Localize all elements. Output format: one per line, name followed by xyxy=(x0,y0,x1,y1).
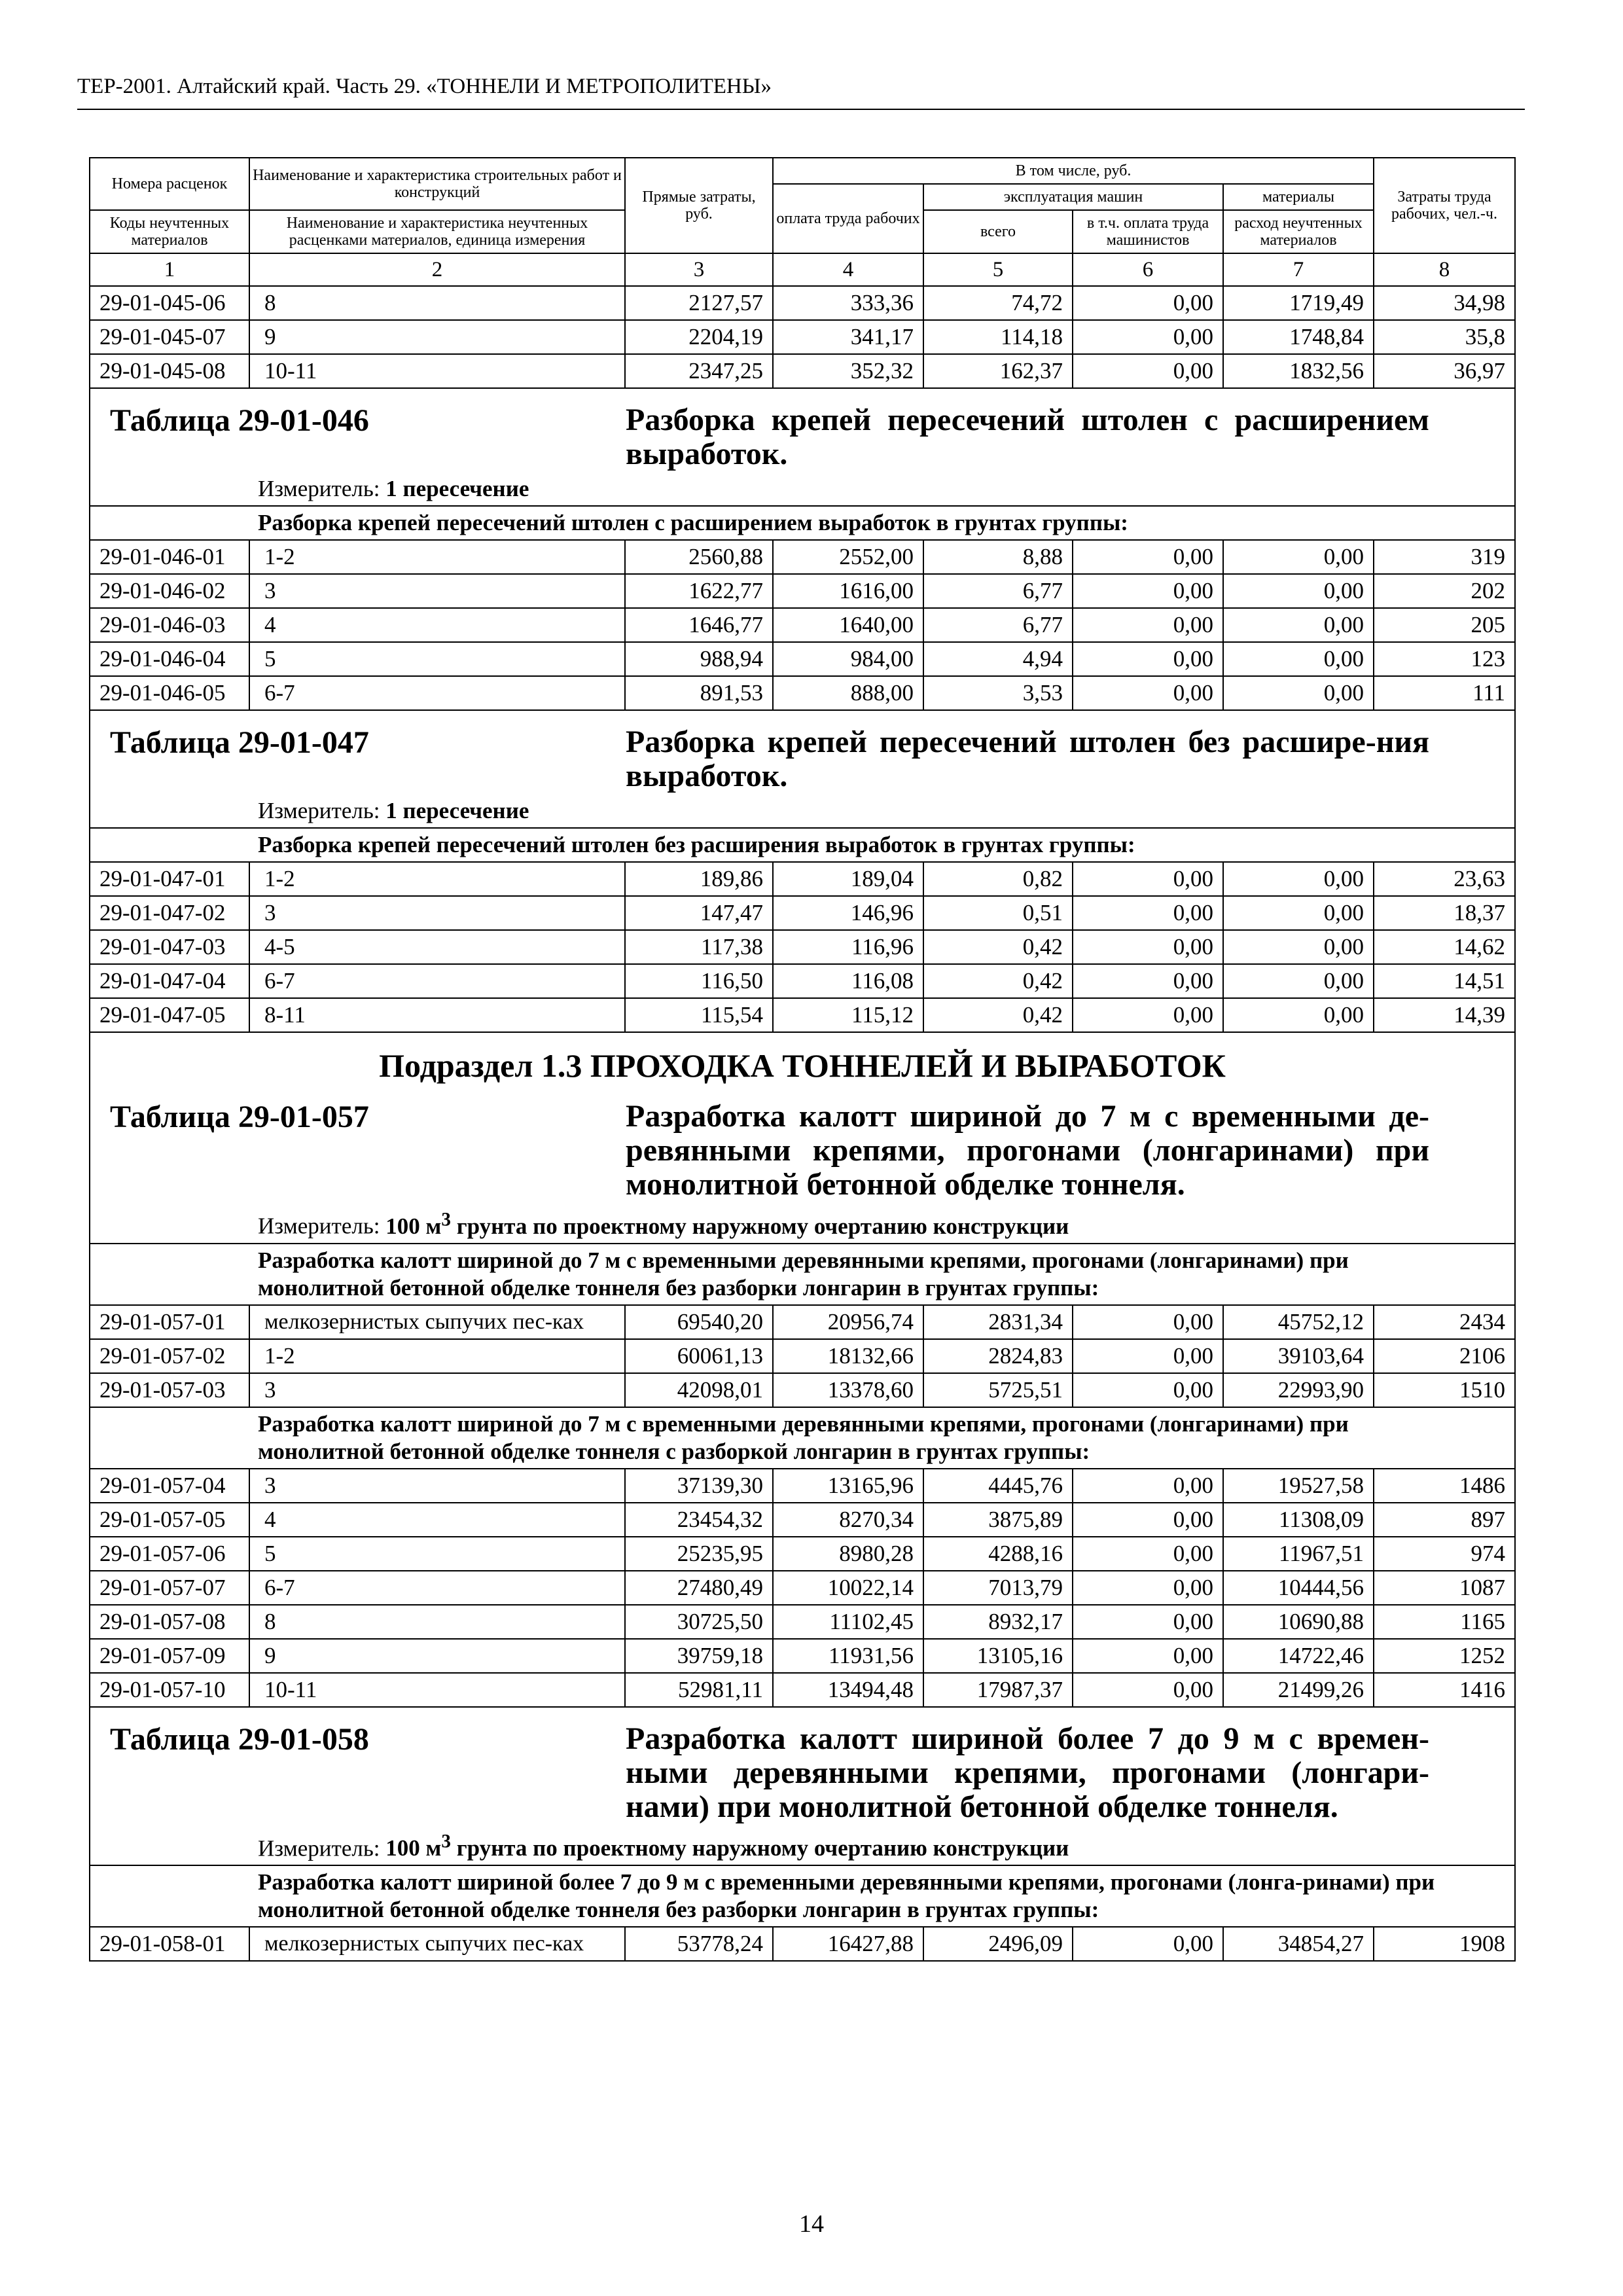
machinist-pay-cell: 0,00 xyxy=(1073,1571,1223,1605)
table-row xyxy=(90,1673,1515,1707)
table-row xyxy=(90,286,1515,320)
measure-unit-value: 1 пересечение xyxy=(385,798,529,823)
table-block xyxy=(90,1032,1515,1244)
rate-code-cell: 29-01-047-05 xyxy=(90,998,249,1032)
labor-hours-cell: 1486 xyxy=(1374,1469,1515,1503)
labor-hours-cell: 897 xyxy=(1374,1503,1515,1537)
direct-cost-cell: 891,53 xyxy=(625,676,773,710)
group-row xyxy=(90,1407,1515,1469)
labor-pay-cell: 115,12 xyxy=(773,998,923,1032)
work-name-cell: 4 xyxy=(249,608,625,642)
work-name-cell: 1-2 xyxy=(249,540,625,574)
machinist-pay-cell: 0,00 xyxy=(1073,286,1223,320)
table-row xyxy=(90,930,1515,964)
machine-total-cell: 8932,17 xyxy=(923,1605,1073,1639)
direct-cost-cell: 189,86 xyxy=(625,862,773,896)
materials-use-cell: 45752,12 xyxy=(1223,1305,1374,1339)
rate-code-cell: 29-01-057-09 xyxy=(90,1639,249,1673)
measure-unit xyxy=(258,793,1514,827)
table-row xyxy=(90,1639,1515,1673)
group-row xyxy=(90,506,1515,540)
machine-total-cell: 7013,79 xyxy=(923,1571,1073,1605)
table-row xyxy=(90,1503,1515,1537)
rate-code-cell: 29-01-057-08 xyxy=(90,1605,249,1639)
table-block xyxy=(90,710,1515,828)
table-title: Разборка крепей пересечений штолен с расширением выработок. xyxy=(626,403,1429,471)
col-labor-pay-header: оплата труда рабочих xyxy=(773,184,923,253)
machinist-pay-cell: 0,00 xyxy=(1073,320,1223,354)
direct-cost-cell: 2560,88 xyxy=(625,540,773,574)
table-row xyxy=(90,1469,1515,1503)
table-block-row xyxy=(90,388,1515,506)
machine-total-cell: 0,82 xyxy=(923,862,1073,896)
work-name-cell: 3 xyxy=(249,574,625,608)
machine-total-cell: 4,94 xyxy=(923,642,1073,676)
direct-cost-cell: 37139,30 xyxy=(625,1469,773,1503)
table-row xyxy=(90,676,1515,710)
labor-hours-cell: 2434 xyxy=(1374,1305,1515,1339)
group-heading: Разработка калотт шириной до 7 м с временными деревянными крепями, прогонами (лонгаринами) при монолитной бетонной обделке тоннеля без разборки лонгарин в грунтах группы: xyxy=(90,1244,1515,1305)
group-heading: Разборка крепей пересечений штолен с расширением выработок в грунтах группы: xyxy=(90,506,1515,540)
col-materials-use-header: расход неучтенных материалов xyxy=(1223,210,1374,253)
materials-use-cell: 1748,84 xyxy=(1223,320,1374,354)
machine-total-cell: 0,42 xyxy=(923,998,1073,1032)
group-row xyxy=(90,1244,1515,1305)
col-including-header: В том числе, руб. xyxy=(773,158,1374,184)
col-num: 8 xyxy=(1374,253,1515,286)
table-row xyxy=(90,896,1515,930)
labor-hours-cell: 1087 xyxy=(1374,1571,1515,1605)
labor-hours-cell: 18,37 xyxy=(1374,896,1515,930)
rate-code-cell: 29-01-046-04 xyxy=(90,642,249,676)
table-block-row xyxy=(90,710,1515,828)
materials-use-cell: 10444,56 xyxy=(1223,1571,1374,1605)
measure-unit-value xyxy=(385,1831,1069,1861)
machinist-pay-cell: 0,00 xyxy=(1073,1673,1223,1707)
table-block-row xyxy=(90,1032,1515,1244)
measure-unit-value-b: грунта по проектному наружному очертанию конструкции xyxy=(450,1213,1069,1239)
labor-pay-cell: 333,36 xyxy=(773,286,923,320)
labor-hours-cell: 35,8 xyxy=(1374,320,1515,354)
table-row xyxy=(90,1605,1515,1639)
machinist-pay-cell: 0,00 xyxy=(1073,608,1223,642)
direct-cost-cell: 988,94 xyxy=(625,642,773,676)
labor-hours-cell: 14,51 xyxy=(1374,964,1515,998)
labor-hours-cell: 14,39 xyxy=(1374,998,1515,1032)
direct-cost-cell: 2127,57 xyxy=(625,286,773,320)
labor-hours-cell: 205 xyxy=(1374,608,1515,642)
group-heading: Разборка крепей пересечений штолен без расширения выработок в грунтах группы: xyxy=(90,828,1515,862)
machine-total-cell: 17987,37 xyxy=(923,1673,1073,1707)
rate-code-cell: 29-01-057-02 xyxy=(90,1339,249,1373)
direct-cost-cell: 42098,01 xyxy=(625,1373,773,1407)
table-row xyxy=(90,964,1515,998)
labor-hours-cell: 1510 xyxy=(1374,1373,1515,1407)
materials-use-cell: 19527,58 xyxy=(1223,1469,1374,1503)
table-row xyxy=(90,540,1515,574)
labor-pay-cell: 352,32 xyxy=(773,354,923,388)
work-name-cell: 4-5 xyxy=(249,930,625,964)
labor-pay-cell: 888,00 xyxy=(773,676,923,710)
table-title: Разборка крепей пересечений штолен без расшире-ния выработок. xyxy=(626,725,1429,793)
labor-hours-cell: 202 xyxy=(1374,574,1515,608)
materials-use-cell: 21499,26 xyxy=(1223,1673,1374,1707)
rate-code-cell: 29-01-057-05 xyxy=(90,1503,249,1537)
col-num: 4 xyxy=(773,253,923,286)
table-row xyxy=(90,608,1515,642)
labor-hours-cell: 36,97 xyxy=(1374,354,1515,388)
table-row xyxy=(90,320,1515,354)
machine-total-cell: 74,72 xyxy=(923,286,1073,320)
machinist-pay-cell: 0,00 xyxy=(1073,1537,1223,1571)
measure-unit-value-a: 100 м xyxy=(385,1213,442,1239)
direct-cost-cell: 27480,49 xyxy=(625,1571,773,1605)
group-heading: Разработка калотт шириной до 7 м с временными деревянными крепями, прогонами (лонгаринами) при монолитной бетонной обделке тоннеля с разборкой лонгарин в грунтах группы: xyxy=(90,1407,1515,1469)
rate-code-cell: 29-01-047-03 xyxy=(90,930,249,964)
group-row xyxy=(90,828,1515,862)
materials-use-cell: 0,00 xyxy=(1223,540,1374,574)
labor-pay-cell: 13165,96 xyxy=(773,1469,923,1503)
measure-unit xyxy=(258,471,1514,505)
work-name-cell: 6-7 xyxy=(249,1571,625,1605)
work-name-cell: 3 xyxy=(249,1373,625,1407)
rate-code-cell: 29-01-045-06 xyxy=(90,286,249,320)
table-row xyxy=(90,1537,1515,1571)
table-row xyxy=(90,998,1515,1032)
labor-hours-cell: 23,63 xyxy=(1374,862,1515,896)
col-machines-header: эксплуатация машин xyxy=(923,184,1223,210)
rate-code-cell: 29-01-045-08 xyxy=(90,354,249,388)
work-name-cell: 9 xyxy=(249,1639,625,1673)
machinist-pay-cell: 0,00 xyxy=(1073,1305,1223,1339)
work-name-cell: мелкозернистых сыпучих пес-ках xyxy=(249,1927,625,1961)
rate-code-cell: 29-01-057-01 xyxy=(90,1305,249,1339)
labor-hours-cell: 14,62 xyxy=(1374,930,1515,964)
work-name-cell: 1-2 xyxy=(249,1339,625,1373)
machinist-pay-cell: 0,00 xyxy=(1073,930,1223,964)
machine-total-cell: 13105,16 xyxy=(923,1639,1073,1673)
machinist-pay-cell: 0,00 xyxy=(1073,1639,1223,1673)
work-name-cell: 10-11 xyxy=(249,1673,625,1707)
table-row xyxy=(90,1339,1515,1373)
table-id: Таблица 29-01-058 xyxy=(110,1721,369,1757)
running-header: ТЕР-2001. Алтайский край. Часть 29. «ТОННЕЛИ И МЕТРОПОЛИТЕНЫ» xyxy=(77,73,1525,110)
machinist-pay-cell: 0,00 xyxy=(1073,354,1223,388)
measure-unit-label: Измеритель: xyxy=(258,1835,380,1861)
work-name-cell: 8 xyxy=(249,1605,625,1639)
work-name-cell: 6-7 xyxy=(249,676,625,710)
rate-code-cell: 29-01-046-02 xyxy=(90,574,249,608)
measure-unit xyxy=(258,1202,1514,1243)
machinist-pay-cell: 0,00 xyxy=(1073,1927,1223,1961)
materials-use-cell: 34854,27 xyxy=(1223,1927,1374,1961)
materials-use-cell: 0,00 xyxy=(1223,930,1374,964)
col-num: 1 xyxy=(90,253,249,286)
table-row xyxy=(90,642,1515,676)
labor-pay-cell: 2552,00 xyxy=(773,540,923,574)
table-id: Таблица 29-01-047 xyxy=(110,725,369,760)
col-num: 3 xyxy=(625,253,773,286)
machinist-pay-cell: 0,00 xyxy=(1073,998,1223,1032)
table-id: Таблица 29-01-057 xyxy=(110,1100,369,1134)
machinist-pay-cell: 0,00 xyxy=(1073,1605,1223,1639)
table-heading xyxy=(90,1708,1514,1824)
direct-cost-cell: 60061,13 xyxy=(625,1339,773,1373)
machinist-pay-cell: 0,00 xyxy=(1073,1339,1223,1373)
machine-total-cell: 5725,51 xyxy=(923,1373,1073,1407)
machine-total-cell: 2496,09 xyxy=(923,1927,1073,1961)
table-row xyxy=(90,354,1515,388)
work-name-cell: 5 xyxy=(249,642,625,676)
direct-cost-cell: 1646,77 xyxy=(625,608,773,642)
work-name-cell: 5 xyxy=(249,1537,625,1571)
rate-code-cell: 29-01-046-05 xyxy=(90,676,249,710)
machine-total-cell: 4445,76 xyxy=(923,1469,1073,1503)
col-direct-header: Прямые затраты, руб. xyxy=(625,158,773,253)
materials-use-cell: 1832,56 xyxy=(1223,354,1374,388)
labor-pay-cell: 10022,14 xyxy=(773,1571,923,1605)
direct-cost-cell: 52981,11 xyxy=(625,1673,773,1707)
labor-hours-cell: 1908 xyxy=(1374,1927,1515,1961)
labor-hours-cell: 1416 xyxy=(1374,1673,1515,1707)
machine-total-cell: 2824,83 xyxy=(923,1339,1073,1373)
materials-use-cell: 0,00 xyxy=(1223,574,1374,608)
measure-unit-value-a: 100 м xyxy=(385,1835,442,1861)
labor-pay-cell: 116,96 xyxy=(773,930,923,964)
col-num: 2 xyxy=(249,253,625,286)
table-row xyxy=(90,862,1515,896)
labor-pay-cell: 8980,28 xyxy=(773,1537,923,1571)
rates-table-container xyxy=(89,157,1514,1962)
materials-use-cell: 10690,88 xyxy=(1223,1605,1374,1639)
machinist-pay-cell: 0,00 xyxy=(1073,1373,1223,1407)
subsection-title: Подраздел 1.3 ПРОХОДКА ТОННЕЛЕЙ И ВЫРАБОТОК xyxy=(379,1047,1226,1084)
direct-cost-cell: 147,47 xyxy=(625,896,773,930)
rate-code-cell: 29-01-045-07 xyxy=(90,320,249,354)
direct-cost-cell: 1622,77 xyxy=(625,574,773,608)
materials-use-cell: 14722,46 xyxy=(1223,1639,1374,1673)
materials-use-cell: 0,00 xyxy=(1223,998,1374,1032)
measure-unit xyxy=(258,1824,1514,1865)
rate-code-cell: 29-01-057-04 xyxy=(90,1469,249,1503)
measure-unit-superscript: 3 xyxy=(441,1209,451,1230)
col-num: 6 xyxy=(1073,253,1223,286)
work-name-cell: 3 xyxy=(249,896,625,930)
machine-total-cell: 0,42 xyxy=(923,964,1073,998)
col-name2-header: Наименование и характеристика неучтенных расценками материалов, единица измерения xyxy=(249,210,625,253)
direct-cost-cell: 30725,50 xyxy=(625,1605,773,1639)
materials-use-cell: 0,00 xyxy=(1223,862,1374,896)
labor-pay-cell: 1616,00 xyxy=(773,574,923,608)
direct-cost-cell: 2204,19 xyxy=(625,320,773,354)
labor-hours-cell: 1252 xyxy=(1374,1639,1515,1673)
labor-pay-cell: 1640,00 xyxy=(773,608,923,642)
table-row xyxy=(90,1571,1515,1605)
measure-unit-value-b: грунта по проектному наружному очертанию конструкции xyxy=(450,1835,1069,1861)
labor-pay-cell: 8270,34 xyxy=(773,1503,923,1537)
labor-hours-cell: 111 xyxy=(1374,676,1515,710)
direct-cost-cell: 2347,25 xyxy=(625,354,773,388)
machine-total-cell: 6,77 xyxy=(923,574,1073,608)
table-block-row xyxy=(90,1707,1515,1866)
work-name-cell: 10-11 xyxy=(249,354,625,388)
col-num: 7 xyxy=(1223,253,1374,286)
machine-total-cell: 8,88 xyxy=(923,540,1073,574)
labor-hours-cell: 34,98 xyxy=(1374,286,1515,320)
col-materials-header: материалы xyxy=(1223,184,1374,210)
work-name-cell: 8-11 xyxy=(249,998,625,1032)
work-name-cell: 8 xyxy=(249,286,625,320)
table-row xyxy=(90,574,1515,608)
work-name-cell: мелкозернистых сыпучих пес-ках xyxy=(249,1305,625,1339)
rate-code-cell: 29-01-057-06 xyxy=(90,1537,249,1571)
machine-total-cell: 0,42 xyxy=(923,930,1073,964)
materials-use-cell: 0,00 xyxy=(1223,676,1374,710)
machine-total-cell: 2831,34 xyxy=(923,1305,1073,1339)
labor-pay-cell: 189,04 xyxy=(773,862,923,896)
table-title: Разработка калотт шириной более 7 до 9 м с времен-ными деревянными крепями, прогонами (лонгари-нами) при монолитной бетонной обделке тоннеля. xyxy=(626,1721,1429,1824)
rate-code-cell: 29-01-047-02 xyxy=(90,896,249,930)
machine-total-cell: 3,53 xyxy=(923,676,1073,710)
rate-code-cell: 29-01-047-01 xyxy=(90,862,249,896)
materials-use-cell: 11308,09 xyxy=(1223,1503,1374,1537)
table-title: Разработка калотт шириной до 7 м с временными де-ревянными крепями, прогонами (лонгаринами) при монолитной бетонной обделке тоннеля. xyxy=(626,1099,1429,1202)
labor-pay-cell: 341,17 xyxy=(773,320,923,354)
table-id: Таблица 29-01-046 xyxy=(110,403,369,438)
materials-use-cell: 0,00 xyxy=(1223,896,1374,930)
rate-code-cell: 29-01-047-04 xyxy=(90,964,249,998)
labor-pay-cell: 116,08 xyxy=(773,964,923,998)
measure-unit-label: Измеритель: xyxy=(258,1213,380,1239)
work-name-cell: 4 xyxy=(249,1503,625,1537)
direct-cost-cell: 23454,32 xyxy=(625,1503,773,1537)
table-row xyxy=(90,1305,1515,1339)
labor-pay-cell: 18132,66 xyxy=(773,1339,923,1373)
rate-code-cell: 29-01-046-03 xyxy=(90,608,249,642)
work-name-cell: 1-2 xyxy=(249,862,625,896)
labor-pay-cell: 13494,48 xyxy=(773,1673,923,1707)
machinist-pay-cell: 0,00 xyxy=(1073,1503,1223,1537)
machine-total-cell: 0,51 xyxy=(923,896,1073,930)
direct-cost-cell: 53778,24 xyxy=(625,1927,773,1961)
col-name-header: Наименование и характеристика строительных работ и конструкций xyxy=(249,158,625,210)
work-name-cell: 6-7 xyxy=(249,964,625,998)
rate-code-cell: 29-01-057-07 xyxy=(90,1571,249,1605)
labor-hours-cell: 2106 xyxy=(1374,1339,1515,1373)
materials-use-cell: 0,00 xyxy=(1223,964,1374,998)
col-machinist-pay-header: в т.ч. оплата труда машинистов xyxy=(1073,210,1223,253)
machine-total-cell: 114,18 xyxy=(923,320,1073,354)
labor-pay-cell: 13378,60 xyxy=(773,1373,923,1407)
labor-hours-cell: 123 xyxy=(1374,642,1515,676)
labor-pay-cell: 146,96 xyxy=(773,896,923,930)
direct-cost-cell: 25235,95 xyxy=(625,1537,773,1571)
col-labor-cost-header: Затраты труда рабочих, чел.-ч. xyxy=(1374,158,1515,253)
machinist-pay-cell: 0,00 xyxy=(1073,642,1223,676)
col-total-header: всего xyxy=(923,210,1073,253)
labor-hours-cell: 319 xyxy=(1374,540,1515,574)
table-heading xyxy=(90,389,1514,471)
col-code-header: Номера расценок xyxy=(90,158,249,210)
rate-code-cell: 29-01-057-03 xyxy=(90,1373,249,1407)
table-block xyxy=(90,388,1515,506)
labor-pay-cell: 11102,45 xyxy=(773,1605,923,1639)
machine-total-cell: 4288,16 xyxy=(923,1537,1073,1571)
labor-hours-cell: 974 xyxy=(1374,1537,1515,1571)
machinist-pay-cell: 0,00 xyxy=(1073,896,1223,930)
materials-use-cell: 11967,51 xyxy=(1223,1537,1374,1571)
col-code2-header: Коды неучтенных материалов xyxy=(90,210,249,253)
rate-code-cell: 29-01-057-10 xyxy=(90,1673,249,1707)
work-name-cell: 9 xyxy=(249,320,625,354)
labor-pay-cell: 20956,74 xyxy=(773,1305,923,1339)
col-num: 5 xyxy=(923,253,1073,286)
table-block xyxy=(90,1707,1515,1866)
machine-total-cell: 6,77 xyxy=(923,608,1073,642)
direct-cost-cell: 117,38 xyxy=(625,930,773,964)
group-row xyxy=(90,1865,1515,1927)
rate-code-cell: 29-01-046-01 xyxy=(90,540,249,574)
machine-total-cell: 3875,89 xyxy=(923,1503,1073,1537)
column-numbers-row xyxy=(90,253,1515,286)
direct-cost-cell: 69540,20 xyxy=(625,1305,773,1339)
table-row xyxy=(90,1927,1515,1961)
machinist-pay-cell: 0,00 xyxy=(1073,676,1223,710)
machinist-pay-cell: 0,00 xyxy=(1073,964,1223,998)
direct-cost-cell: 116,50 xyxy=(625,964,773,998)
work-name-cell: 3 xyxy=(249,1469,625,1503)
group-heading: Разработка калотт шириной более 7 до 9 м с временными деревянными крепями, прогонами (лонга-ринами) при монолитной бетонной обделке тоннеля без разборки лонгарин в грунтах группы: xyxy=(90,1865,1515,1927)
labor-hours-cell: 1165 xyxy=(1374,1605,1515,1639)
materials-use-cell: 39103,64 xyxy=(1223,1339,1374,1373)
labor-pay-cell: 16427,88 xyxy=(773,1927,923,1961)
labor-pay-cell: 984,00 xyxy=(773,642,923,676)
materials-use-cell: 22993,90 xyxy=(1223,1373,1374,1407)
machinist-pay-cell: 0,00 xyxy=(1073,862,1223,896)
measure-unit-superscript: 3 xyxy=(441,1831,451,1852)
machine-total-cell: 162,37 xyxy=(923,354,1073,388)
materials-use-cell: 0,00 xyxy=(1223,608,1374,642)
page-number: 14 xyxy=(799,2210,824,2238)
labor-pay-cell: 11931,56 xyxy=(773,1639,923,1673)
machinist-pay-cell: 0,00 xyxy=(1073,540,1223,574)
measure-unit-value xyxy=(385,1209,1069,1239)
rate-code-cell: 29-01-058-01 xyxy=(90,1927,249,1961)
measure-unit-value: 1 пересечение xyxy=(385,476,529,501)
machinist-pay-cell: 0,00 xyxy=(1073,1469,1223,1503)
materials-use-cell: 1719,49 xyxy=(1223,286,1374,320)
rates-table xyxy=(89,157,1516,1962)
header-row-1 xyxy=(90,158,1515,184)
table-heading xyxy=(90,711,1514,793)
direct-cost-cell: 115,54 xyxy=(625,998,773,1032)
machinist-pay-cell: 0,00 xyxy=(1073,574,1223,608)
direct-cost-cell: 39759,18 xyxy=(625,1639,773,1673)
table-heading xyxy=(90,1085,1514,1202)
measure-unit-label: Измеритель: xyxy=(258,476,380,501)
materials-use-cell: 0,00 xyxy=(1223,642,1374,676)
table-row xyxy=(90,1373,1515,1407)
measure-unit-label: Измеритель: xyxy=(258,798,380,823)
